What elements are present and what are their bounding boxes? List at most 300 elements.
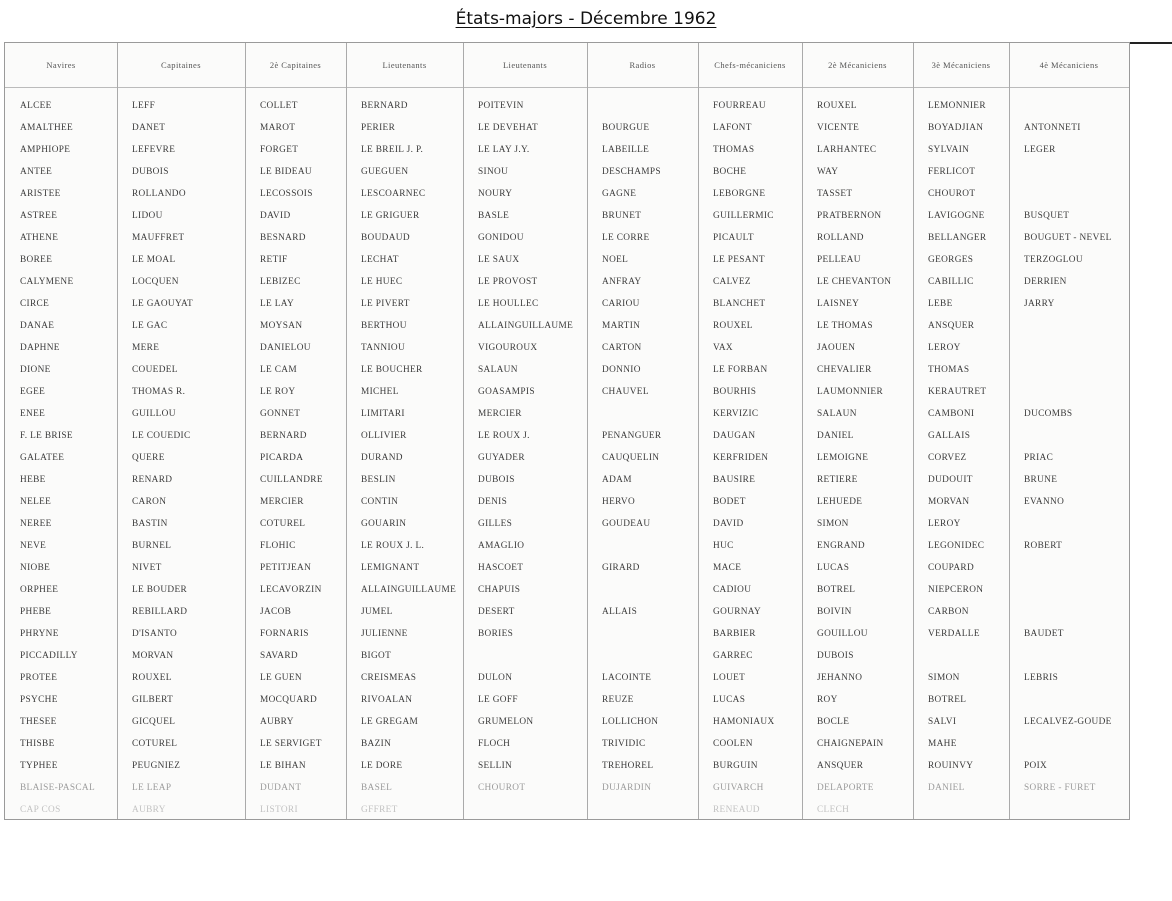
table-cell: MERE xyxy=(132,343,160,353)
table-cell xyxy=(1024,645,1127,667)
table-cell: COTUREL xyxy=(260,519,306,529)
table-cell: DERRIEN xyxy=(1024,277,1067,287)
table-row xyxy=(5,535,1129,557)
table-row xyxy=(5,447,1129,469)
table-cell: RIVOALAN xyxy=(361,695,413,705)
table-cell: MOCQUARD xyxy=(260,695,318,705)
table-row xyxy=(5,557,1129,579)
table-cell xyxy=(602,799,696,821)
table-cell: OLLIVIER xyxy=(361,431,407,441)
table-cell xyxy=(1024,513,1127,535)
table-cell: TRIVIDIC xyxy=(602,739,646,749)
table-cell: ANTEE xyxy=(20,167,53,177)
table-cell: DAUGAN xyxy=(713,431,756,441)
table-cell: CHAUVEL xyxy=(602,387,649,397)
table-cell: HAMONIAUX xyxy=(713,717,775,727)
table-cell: GILLES xyxy=(478,519,513,529)
table-cell: GONNET xyxy=(260,409,301,419)
table-cell: MACE xyxy=(713,563,742,573)
table-cell xyxy=(602,535,696,557)
table-cell: BOREE xyxy=(20,255,53,265)
page-title: États-majors - Décembre 1962 xyxy=(455,9,717,29)
table-cell: SIMON xyxy=(817,519,849,529)
column-header: 3è Mécaniciens xyxy=(931,60,991,70)
table-cell: NEREE xyxy=(20,519,52,529)
table-cell: LE ROUX J. L. xyxy=(361,541,425,551)
table-cell: LE BOUCHER xyxy=(361,365,423,375)
table-cell: PICARDA xyxy=(260,453,304,463)
table-row xyxy=(5,271,1129,293)
table-cell: ROUXEL xyxy=(132,673,172,683)
corner-mark xyxy=(1130,42,1172,44)
table-cell: LE BOUDER xyxy=(132,585,188,595)
table-cell: BASLE xyxy=(478,211,510,221)
table-cell: LE GRIGUER xyxy=(361,211,420,221)
table-cell: JARRY xyxy=(1024,299,1055,309)
table-cell: VERDALLE xyxy=(928,629,980,639)
table-cell: BOTREL xyxy=(817,585,856,595)
table-row xyxy=(5,337,1129,359)
table-cell: KERAUTRET xyxy=(928,387,987,397)
table-cell: THOMAS xyxy=(713,145,755,155)
table-cell: GALLAIS xyxy=(928,431,971,441)
table-cell: REUZE xyxy=(602,695,634,705)
table-cell: GRUMELON xyxy=(478,717,534,727)
table-cell: GICQUEL xyxy=(132,717,176,727)
table-cell: LEBORGNE xyxy=(713,189,766,199)
table-header xyxy=(5,43,1129,88)
table-cell: VICENTE xyxy=(817,123,860,133)
table-cell xyxy=(1024,161,1127,183)
table-cell: COOLEN xyxy=(713,739,753,749)
table-cell: DURAND xyxy=(361,453,403,463)
column-header: Lieutenants xyxy=(502,60,548,70)
table-row xyxy=(5,381,1129,403)
table-row xyxy=(5,249,1129,271)
table-cell xyxy=(602,645,696,667)
table-cell: AMAGLIO xyxy=(478,541,525,551)
table-cell: JAOUEN xyxy=(817,343,856,353)
table-cell: NIVET xyxy=(132,563,162,573)
table-cell: ALLAINGUILLAUME xyxy=(361,585,457,595)
table-row xyxy=(5,667,1129,689)
table-cell: PELLEAU xyxy=(817,255,861,265)
table-row xyxy=(5,711,1129,733)
table-row xyxy=(5,733,1129,755)
table-cell: DESCHAMPS xyxy=(602,167,661,177)
table-cell: ROBERT xyxy=(1024,541,1063,551)
table-cell: LEBE xyxy=(928,299,953,309)
table-cell: CONTIN xyxy=(361,497,399,507)
table-cell: MORVAN xyxy=(928,497,970,507)
table-cell: DUCOMBS xyxy=(1024,409,1073,419)
table-cell: SAVARD xyxy=(260,651,298,661)
column-divider xyxy=(245,43,246,819)
table-cell xyxy=(928,799,1007,821)
table-cell: PHEBE xyxy=(20,607,52,617)
table-cell: ROLLANDO xyxy=(132,189,186,199)
table-cell: BORIES xyxy=(478,629,514,639)
table-cell: CAUQUELIN xyxy=(602,453,660,463)
table-cell: MAROT xyxy=(260,123,296,133)
table-cell: ROUXEL xyxy=(713,321,753,331)
table-cell xyxy=(1024,381,1127,403)
table-cell xyxy=(1024,799,1127,821)
table-cell: LE HOULLEC xyxy=(478,299,539,309)
table-cell: BOIVIN xyxy=(817,607,852,617)
table-cell: DAVID xyxy=(260,211,291,221)
table-cell: LE HUEC xyxy=(361,277,403,287)
table-cell: THESEE xyxy=(20,717,57,727)
table-cell: CADIOU xyxy=(713,585,752,595)
column-divider xyxy=(117,43,118,819)
table-cell: FLOCH xyxy=(478,739,511,749)
table-row xyxy=(5,491,1129,513)
table-cell: DAPHNE xyxy=(20,343,60,353)
table-cell: BESLIN xyxy=(361,475,396,485)
table-cell: PENANGUER xyxy=(602,431,662,441)
table-cell: MERCIER xyxy=(478,409,522,419)
table-cell: GARREC xyxy=(713,651,753,661)
table-cell: LE ROY xyxy=(260,387,296,397)
table-cell: AUBRY xyxy=(132,805,166,815)
table-cell: LAUMONNIER xyxy=(817,387,883,397)
table-cell: THISBE xyxy=(20,739,55,749)
table-cell: NOURY xyxy=(478,189,513,199)
table-cell xyxy=(602,579,696,601)
table-cell: LE LEAP xyxy=(132,783,172,793)
table-cell: GUIVARCH xyxy=(713,783,764,793)
table-cell: LEGONIDEC xyxy=(928,541,985,551)
table-cell: ARISTEE xyxy=(20,189,61,199)
table-cell: LE CHEVANTON xyxy=(817,277,892,287)
table-cell: BODET xyxy=(713,497,746,507)
table-cell: BRUNET xyxy=(602,211,642,221)
table-cell: CAMBONI xyxy=(928,409,975,419)
table-cell: BIGOT xyxy=(361,651,392,661)
table-cell: LAFONT xyxy=(713,123,752,133)
table-row xyxy=(5,139,1129,161)
table-cell: DIONE xyxy=(20,365,51,375)
table-cell: DUBOIS xyxy=(817,651,854,661)
table-cell: FOURREAU xyxy=(713,101,766,111)
table-row xyxy=(5,689,1129,711)
column-header: Lieutenants xyxy=(382,60,427,70)
table-cell xyxy=(1024,557,1127,579)
table-cell: BOCLE xyxy=(817,717,850,727)
table-cell: GUYADER xyxy=(478,453,525,463)
table-cell: COUPARD xyxy=(928,563,975,573)
table-cell: RETIF xyxy=(260,255,288,265)
table-cell: POIX xyxy=(1024,761,1048,771)
table-cell xyxy=(1024,425,1127,447)
table-cell: F. LE BRISE xyxy=(20,431,73,441)
table-cell: GFFRET xyxy=(361,805,398,815)
table-cell: CALYMENE xyxy=(20,277,74,287)
table-cell: LE BIDEAU xyxy=(260,167,312,177)
table-cell: CHAIGNEPAIN xyxy=(817,739,884,749)
table-cell: SELLIN xyxy=(478,761,513,771)
table-cell: EGEE xyxy=(20,387,46,397)
table-row xyxy=(5,623,1129,645)
table-row xyxy=(5,359,1129,381)
table-cell: COUEDEL xyxy=(132,365,178,375)
table-cell: LARHANTEC xyxy=(817,145,877,155)
table-cell: LE CORRE xyxy=(602,233,650,243)
table-cell: PROTEE xyxy=(20,673,58,683)
table-cell: SALVI xyxy=(928,717,957,727)
table-cell: PETITJEAN xyxy=(260,563,312,573)
table-row xyxy=(5,777,1129,799)
table-cell: ATHENE xyxy=(20,233,59,243)
table-cell: LOUET xyxy=(713,673,746,683)
table-cell: BERNARD xyxy=(361,101,408,111)
table-cell: GUILLERMIC xyxy=(713,211,774,221)
table-cell: LE CAM xyxy=(260,365,297,375)
table-cell: THOMAS xyxy=(928,365,970,375)
table-cell: RETIERE xyxy=(817,475,858,485)
table-row xyxy=(5,293,1129,315)
table-cell: CHEVALIER xyxy=(817,365,872,375)
table-cell: COLLET xyxy=(260,101,298,111)
table-cell: PEUGNIEZ xyxy=(132,761,181,771)
table-row xyxy=(5,645,1129,667)
table-cell: LE FORBAN xyxy=(713,365,768,375)
table-cell: LE BIHAN xyxy=(260,761,306,771)
table-cell: PICCADILLY xyxy=(20,651,78,661)
table-cell: PICAULT xyxy=(713,233,754,243)
table-row xyxy=(5,425,1129,447)
table-cell: DANAE xyxy=(20,321,55,331)
table-cell: HERVO xyxy=(602,497,636,507)
table-cell: MOYSAN xyxy=(260,321,303,331)
column-header: Navires xyxy=(46,60,76,70)
table-cell: PHRYNE xyxy=(20,629,59,639)
table-cell: TASSET xyxy=(817,189,853,199)
table-cell: ASTREE xyxy=(20,211,58,221)
table-cell: ROY xyxy=(817,695,838,705)
table-row xyxy=(5,95,1129,117)
table-cell: LE GREGAM xyxy=(361,717,419,727)
table-cell: CARTON xyxy=(602,343,642,353)
table-cell: CAP COS xyxy=(20,805,61,815)
table-cell: LIDOU xyxy=(132,211,163,221)
table-cell: CORVEZ xyxy=(928,453,967,463)
table-cell: DELAPORTE xyxy=(817,783,874,793)
table-cell: BAUSIRE xyxy=(713,475,756,485)
table-row xyxy=(5,205,1129,227)
table-cell: LACOINTE xyxy=(602,673,652,683)
table-cell: BURNEL xyxy=(132,541,172,551)
table-cell: VAX xyxy=(713,343,733,353)
table-cell: LE GAOUYAT xyxy=(132,299,194,309)
table-cell xyxy=(1024,733,1127,755)
table-cell: LE LAY xyxy=(260,299,295,309)
table-cell: CREISMEAS xyxy=(361,673,417,683)
table-cell: TANNIOU xyxy=(361,343,406,353)
column-divider xyxy=(1009,43,1010,819)
table-cell: LEGER xyxy=(1024,145,1056,155)
table-cell: LEFF xyxy=(132,101,156,111)
table-cell: BURGUIN xyxy=(713,761,758,771)
table-cell: BAUDET xyxy=(1024,629,1064,639)
table-cell: CUILLANDRE xyxy=(260,475,323,485)
table-cell: DUBOIS xyxy=(478,475,515,485)
table-cell: GAGNE xyxy=(602,189,637,199)
column-header: Radios xyxy=(629,60,656,70)
table-cell: LECALVEZ-GOUDE xyxy=(1024,717,1112,727)
table-cell: LE MOAL xyxy=(132,255,176,265)
table-cell: LECHAT xyxy=(361,255,399,265)
table-row xyxy=(5,183,1129,205)
table-cell: NOEL xyxy=(602,255,629,265)
table-cell: GOUILLOU xyxy=(817,629,868,639)
table-cell: DONNIO xyxy=(602,365,641,375)
table-cell: BELLANGER xyxy=(928,233,987,243)
table-cell: CHAPUIS xyxy=(478,585,521,595)
table-cell xyxy=(1024,579,1127,601)
table-cell: ALLAINGUILLAUME xyxy=(478,321,574,331)
table-cell xyxy=(1024,315,1127,337)
table-cell: PSYCHE xyxy=(20,695,58,705)
table-cell: JUMEL xyxy=(361,607,393,617)
column-divider xyxy=(463,43,464,819)
table-cell: NELEE xyxy=(20,497,52,507)
table-cell: BERTHOU xyxy=(361,321,407,331)
column-divider xyxy=(698,43,699,819)
table-cell: ANFRAY xyxy=(602,277,642,287)
table-cell: DESERT xyxy=(478,607,515,617)
table-cell: DUDOUIT xyxy=(928,475,973,485)
table-cell: QUERE xyxy=(132,453,165,463)
table-cell: BOTREL xyxy=(928,695,967,705)
table-cell: THOMAS R. xyxy=(132,387,186,397)
table-cell: LE ROUX J. xyxy=(478,431,530,441)
table-cell: GEORGES xyxy=(928,255,974,265)
table-row xyxy=(5,315,1129,337)
table-cell: BOURGUE xyxy=(602,123,650,133)
column-header: Capitaines xyxy=(161,60,201,70)
table-cell: ALCEE xyxy=(20,101,52,111)
table-cell: MARTIN xyxy=(602,321,641,331)
table-cell: REBILLARD xyxy=(132,607,188,617)
table-cell: HEBE xyxy=(20,475,46,485)
table-row xyxy=(5,579,1129,601)
table-cell: D'ISANTO xyxy=(132,629,178,639)
table-cell: GONIDOU xyxy=(478,233,524,243)
table-cell: FLOHIC xyxy=(260,541,296,551)
table-cell: JULIENNE xyxy=(361,629,408,639)
table-cell: BLAISE-PASCAL xyxy=(20,783,95,793)
table-cell: LE LAY J.Y. xyxy=(478,145,530,155)
table-cell xyxy=(928,645,1007,667)
table-cell: DENIS xyxy=(478,497,508,507)
table-cell: LE PESANT xyxy=(713,255,765,265)
table-cell: JEHANNO xyxy=(817,673,863,683)
table-cell: LIMITARI xyxy=(361,409,405,419)
table-cell xyxy=(1024,95,1127,117)
table-cell: ADAM xyxy=(602,475,632,485)
table-cell: JACOB xyxy=(260,607,292,617)
table-cell: LECAVORZIN xyxy=(260,585,322,595)
table-cell: BAZIN xyxy=(361,739,392,749)
table-cell: GOUDEAU xyxy=(602,519,651,529)
table-cell: CIRCE xyxy=(20,299,50,309)
table-cell: GUILLOU xyxy=(132,409,176,419)
table-cell: SORRE - FURET xyxy=(1024,783,1096,793)
table-cell: GOASAMPIS xyxy=(478,387,535,397)
table-cell: ENEE xyxy=(20,409,46,419)
table-cell: FERLICOT xyxy=(928,167,976,177)
table-cell: DULON xyxy=(478,673,513,683)
table-cell: PERIER xyxy=(361,123,396,133)
table-cell: TYPHEE xyxy=(20,761,58,771)
table-cell: DUBOIS xyxy=(132,167,169,177)
table-cell: DANIEL xyxy=(817,431,854,441)
table-cell: LEHUEDE xyxy=(817,497,863,507)
table-cell: FORGET xyxy=(260,145,299,155)
table-cell: LUCAS xyxy=(713,695,746,705)
table-cell: CARIOU xyxy=(602,299,640,309)
table-cell: BOURHIS xyxy=(713,387,757,397)
table-cell: LOLLICHON xyxy=(602,717,659,727)
table-cell: GALATEE xyxy=(20,453,65,463)
table-cell: WAY xyxy=(817,167,839,177)
table-cell: SALAUN xyxy=(478,365,518,375)
table-cell xyxy=(478,799,585,821)
table-row xyxy=(5,469,1129,491)
table-cell: SALAUN xyxy=(817,409,857,419)
column-header: 4è Mécaniciens xyxy=(1039,60,1099,70)
table-cell: CLECH xyxy=(817,805,850,815)
table-cell: AMPHIOPE xyxy=(20,145,71,155)
table-cell: LEMOIGNE xyxy=(817,453,869,463)
table-cell: LAISNEY xyxy=(817,299,860,309)
table-cell xyxy=(602,95,696,117)
table-cell: LE BREIL J. P. xyxy=(361,145,424,155)
table-cell: CARBON xyxy=(928,607,969,617)
table-cell: CABILLIC xyxy=(928,277,974,287)
table-cell: MAHE xyxy=(928,739,957,749)
table-cell: LE GOFF xyxy=(478,695,518,705)
table-cell: KERVIZIC xyxy=(713,409,759,419)
table-cell: MORVAN xyxy=(132,651,174,661)
table-cell: CALVEZ xyxy=(713,277,751,287)
table-cell: BERNARD xyxy=(260,431,307,441)
table-cell: PRATBERNON xyxy=(817,211,882,221)
table-cell: DANIEL xyxy=(928,783,965,793)
table-row xyxy=(5,117,1129,139)
table-cell: LECOSSOIS xyxy=(260,189,313,199)
table-cell: CHOUROT xyxy=(478,783,526,793)
table-cell: BASTIN xyxy=(132,519,168,529)
table-cell: LE DORE xyxy=(361,761,403,771)
table-cell: LE SERVIGET xyxy=(260,739,322,749)
table-cell: AUBRY xyxy=(260,717,294,727)
table-cell: LEFEVRE xyxy=(132,145,176,155)
table-cell: ORPHEE xyxy=(20,585,59,595)
table-cell: ROUINVY xyxy=(928,761,974,771)
table-cell: LEBIZEC xyxy=(260,277,301,287)
table-cell: LE THOMAS xyxy=(817,321,873,331)
table-cell: BRUNE xyxy=(1024,475,1058,485)
table-cell: NIEPCERON xyxy=(928,585,984,595)
table-cell: AMALTHEE xyxy=(20,123,74,133)
table-cell: DUDANT xyxy=(260,783,302,793)
table-cell: LISTORI xyxy=(260,805,298,815)
table-row xyxy=(5,403,1129,425)
table-cell: BOUGUET - NEVEL xyxy=(1024,233,1112,243)
